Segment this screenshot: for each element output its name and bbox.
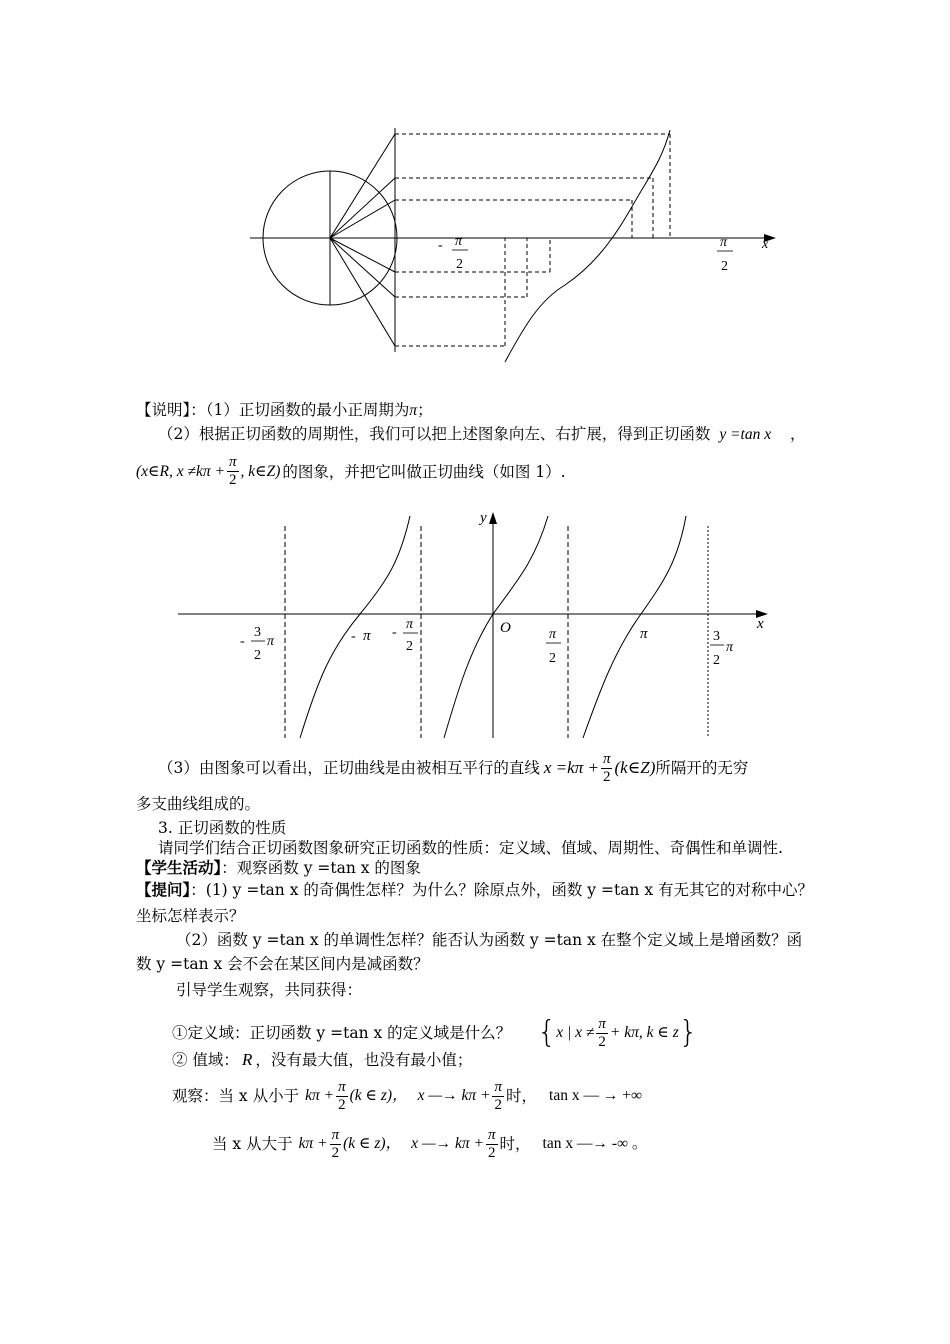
- branch-right: [583, 516, 686, 738]
- para2-line2-suffix: 的图象，并把它叫做正切曲线（如图 1）.: [282, 462, 566, 481]
- label-pi-5: π: [640, 626, 648, 642]
- range-prefix: ② 值域：: [172, 1051, 239, 1069]
- frac-num: π: [331, 1126, 340, 1143]
- observe1-arrow: x —→ kπ +: [417, 1087, 491, 1104]
- para3-paren: (k∈Z): [614, 758, 656, 777]
- observe2-prefix: 当 x 从大于: [212, 1135, 293, 1153]
- fig1-pos-pi: π: [720, 235, 728, 250]
- fig1-pos-2: 2: [721, 259, 728, 274]
- frac-den: 2: [598, 1033, 606, 1050]
- frac-num: π: [494, 1078, 502, 1095]
- para2-domain-b: , k∈Z): [240, 462, 281, 480]
- section3-intro: 请同学们结合正切函数图象研究正切函数的性质：定义域、值域、周期性、奇偶性和单调性.: [158, 839, 783, 857]
- left-brace: {: [537, 1015, 557, 1050]
- label-pi-1: π: [267, 634, 275, 649]
- label-two-6: 2: [713, 653, 720, 668]
- question-label: 【提问】: [136, 880, 191, 899]
- domain-set-b: + kπ, k ∈ z: [609, 1024, 679, 1041]
- range-suffix: ，没有最大值，也没有最小值；: [255, 1051, 473, 1069]
- para3-suffix: 所隔开的无穷: [655, 759, 749, 777]
- observe1-frac: [336, 1079, 348, 1114]
- frac-num: π: [228, 454, 237, 470]
- range-R: R: [241, 1050, 253, 1069]
- note-pi: π: [409, 402, 418, 419]
- question-1b: 坐标怎样表示？: [136, 907, 245, 925]
- domain-frac: [596, 1016, 608, 1051]
- note-line-1: [136, 400, 433, 421]
- observe1-when: 时，: [506, 1087, 538, 1105]
- y-axis-label: y: [480, 510, 487, 526]
- fig1-x-label: x: [762, 237, 769, 252]
- fig1-neg-pi: π: [455, 234, 463, 249]
- guide-text: 引导学生观察，共同获得：: [176, 981, 363, 999]
- label-minus-1: -: [240, 634, 245, 649]
- para2-line1: [158, 424, 806, 445]
- question-2b: 数 y =tan x 会不会在某区间内是减函数？: [136, 955, 429, 973]
- range-item: [172, 1050, 472, 1070]
- right-brace: }: [678, 1015, 698, 1050]
- fig1-neg-sign: -: [438, 238, 443, 253]
- observe2-when: 时，: [499, 1135, 531, 1153]
- observe1-prefix: 观察：当 x 从小于: [172, 1087, 300, 1105]
- observe2-result: tan x —→ -∞ 。: [542, 1135, 648, 1152]
- frac-num: π: [487, 1126, 496, 1143]
- para2-func: y =tan x: [719, 426, 772, 443]
- note-suffix: ；: [417, 401, 433, 419]
- para3-frac: [601, 751, 613, 786]
- observe1-frac2: [492, 1079, 504, 1114]
- label-minus-3: -: [392, 625, 397, 640]
- branch-middle: [444, 516, 548, 738]
- observe2-frac: [330, 1127, 342, 1162]
- question-1: [136, 880, 813, 900]
- question-1-text: ：(1) y =tan x 的奇偶性怎样？为什么？除原点外，函数 y =tan x 有无其它的对称中心？: [190, 881, 814, 899]
- frac-num: π: [598, 1015, 606, 1032]
- observe-line-2: [212, 1124, 647, 1164]
- origin-label: O: [500, 620, 511, 636]
- label-pi-6: π: [726, 640, 734, 655]
- frac-den: 2: [331, 1144, 340, 1161]
- fig1-neg-2: 2: [456, 257, 463, 272]
- label-two-1: 2: [254, 648, 261, 663]
- label-three: 3: [254, 625, 261, 640]
- observe2-kpi: kπ +: [298, 1135, 328, 1152]
- label-minus-2: -: [351, 629, 356, 644]
- label-two-4: 2: [549, 651, 556, 666]
- x-axis-label: x: [757, 616, 764, 632]
- frac-den: 2: [338, 1096, 346, 1113]
- section3-heading: 3. 正切函数的性质: [158, 819, 287, 837]
- observe-line-1: [172, 1076, 642, 1116]
- domain-set-a: x | x ≠: [556, 1024, 595, 1041]
- observe1-kpi: kπ +: [305, 1087, 335, 1104]
- label-three-6: 3: [713, 629, 720, 644]
- tangent-curve-graph: [170, 505, 780, 750]
- para2-line2: [136, 454, 566, 489]
- label-pi-4: π: [549, 627, 557, 642]
- para2-frac: [227, 454, 239, 489]
- activity-text: ：观察函数 y =tan x 的图象: [221, 859, 421, 877]
- observe1-result: tan x — → +∞: [549, 1087, 642, 1104]
- frac-den: 2: [487, 1144, 496, 1161]
- para2-comma: ，: [790, 425, 806, 443]
- question-2: （2）函数 y =tan x 的单调性怎样？能否认为函数 y =tan x 在整个定义域上是增函数？函: [176, 931, 803, 949]
- frac-num: π: [602, 750, 611, 767]
- student-activity: [136, 858, 421, 878]
- observe2-frac2: [486, 1127, 498, 1162]
- para2-text: （2）根据正切函数的周期性，我们可以把上述图象向左、右扩展，得到正切函数: [158, 425, 711, 443]
- para3-line2: 多支曲线组成的。: [136, 795, 261, 813]
- frac-den: 2: [228, 472, 237, 488]
- para2-domain-a: (x∈R, x ≠kπ +: [136, 462, 225, 480]
- y-axis-arrow: [489, 512, 497, 524]
- para3-prefix: （3）由图象可以看出，正切曲线是由被相互平行的直线: [158, 759, 540, 777]
- frac-den: 2: [494, 1096, 502, 1113]
- unit-circle-tangent-figure: [240, 120, 800, 370]
- frac-num: π: [338, 1078, 346, 1095]
- note-prefix: 【说明】：（1）正切函数的最小正周期为: [136, 401, 410, 419]
- observe2-paren: (k ∈ z)，: [343, 1135, 402, 1152]
- domain-text: ①定义域：正切函数 y =tan x 的定义域是什么？: [172, 1024, 512, 1042]
- label-two-3: 2: [406, 639, 413, 654]
- para3-line1: [158, 748, 748, 788]
- frac-den: 2: [602, 768, 611, 785]
- observe1-paren: (k ∈ z)，: [349, 1087, 408, 1104]
- label-pi-2: π: [363, 628, 371, 644]
- para3-eq: x =kπ +: [543, 758, 599, 777]
- tangent-curve: [505, 130, 670, 362]
- observe2-arrow: x —→ kπ +: [411, 1135, 484, 1152]
- label-pi-3: π: [406, 617, 414, 632]
- activity-label: 【学生活动】: [136, 858, 222, 877]
